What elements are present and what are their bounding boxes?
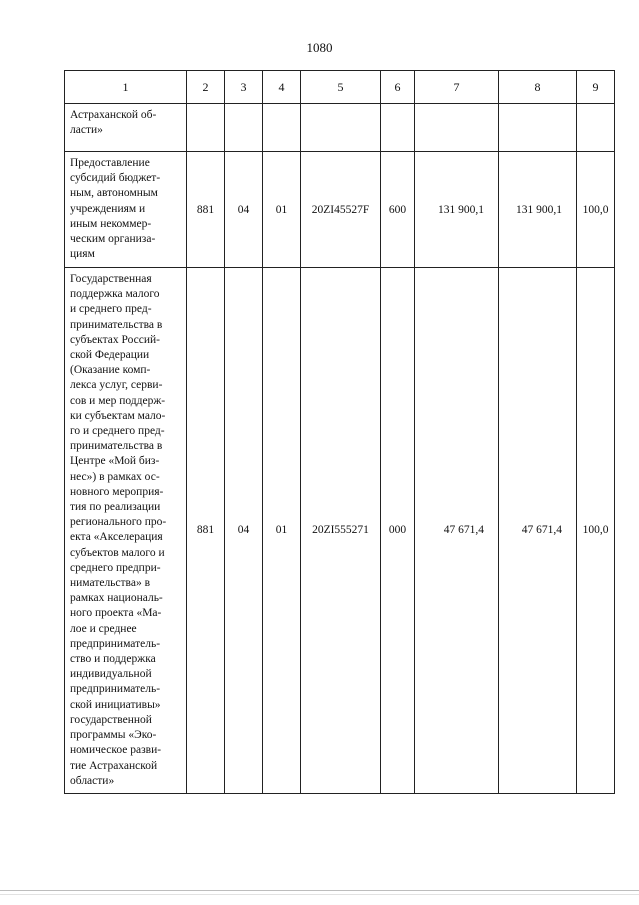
column-header: 1 xyxy=(65,71,187,104)
cell-col-4: 01 xyxy=(263,268,301,794)
cell-col-2: 881 xyxy=(187,268,225,794)
cell-col-3: 04 xyxy=(225,268,263,794)
column-header: 8 xyxy=(499,71,577,104)
column-header: 2 xyxy=(187,71,225,104)
cell-col-2: 881 xyxy=(187,152,225,268)
row-name-cell: Астраханской об- ласти» xyxy=(65,104,187,152)
cell-col-8: 47 671,4 xyxy=(499,268,577,794)
cell-col-5: 20ZI555271 xyxy=(301,268,381,794)
cell-col-4 xyxy=(263,104,301,152)
cell-col-8 xyxy=(499,104,577,152)
scan-edge-line xyxy=(0,894,639,895)
column-header: 3 xyxy=(225,71,263,104)
cell-col-7 xyxy=(415,104,499,152)
cell-col-9: 100,0 xyxy=(577,268,615,794)
cell-col-3: 04 xyxy=(225,152,263,268)
cell-col-6: 600 xyxy=(381,152,415,268)
column-header: 5 xyxy=(301,71,381,104)
cell-col-4: 01 xyxy=(263,152,301,268)
cell-col-6 xyxy=(381,104,415,152)
budget-table xyxy=(64,70,615,794)
cell-col-9 xyxy=(577,104,615,152)
table-row xyxy=(65,268,615,794)
cell-col-5 xyxy=(301,104,381,152)
cell-col-7: 131 900,1 xyxy=(415,152,499,268)
page-number: 1080 xyxy=(306,40,333,55)
cell-col-6: 000 xyxy=(381,268,415,794)
column-header: 7 xyxy=(415,71,499,104)
scan-edge-line xyxy=(0,890,639,891)
row-name-cell: Государственная поддержка малого и среднего пред- принимательства в субъектах Россий- ской Федерации (Оказание комп- лекса услуг, серви- сов и мер поддерж- ки субъектам мало- го и среднего пред- принимательства в Центре «Мой биз- нес») в рамках ос- новного мероприя- тия по реализации регионального про- екта «Акселерация субъектов малого и среднего предпри- нимательства» в рамках националь- ного проекта «Ма- лое и среднее предприниматель- ство и поддержка индивидуальной предприниматель- ской инициативы» государственной программы «Эко- номическое разви- тие Астраханской области» xyxy=(65,268,187,794)
table-header-row xyxy=(65,71,615,104)
row-name-cell: Предоставление субсидий бюджет- ным, автономным учреждениям и иным некоммер- ческим организа- циям xyxy=(65,152,187,268)
column-header: 6 xyxy=(381,71,415,104)
column-header: 9 xyxy=(577,71,615,104)
cell-col-9: 100,0 xyxy=(577,152,615,268)
cell-col-5: 20ZI45527F xyxy=(301,152,381,268)
cell-col-7: 47 671,4 xyxy=(415,268,499,794)
table-row xyxy=(65,104,615,152)
cell-col-3 xyxy=(225,104,263,152)
table-row xyxy=(65,152,615,268)
column-header: 4 xyxy=(263,71,301,104)
cell-col-8: 131 900,1 xyxy=(499,152,577,268)
cell-col-2 xyxy=(187,104,225,152)
